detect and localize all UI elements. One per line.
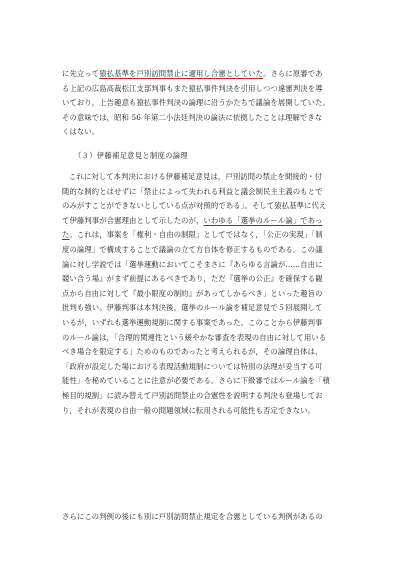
underlined-text: 猿払基準を戸別訪問禁止に適用し合憲としていた bbox=[99, 69, 264, 78]
section-heading: （３）伊藤補足意見と制度の論理 bbox=[74, 151, 188, 160]
paragraph-2-line-17: り，それが表現の自由一般の問題領域に転用される可能性も否定できない。 bbox=[62, 405, 316, 415]
paragraph-2-line-15: 能性」を秘めていることに注意が必要である。さらに下級審ではルール論を「積 bbox=[62, 376, 330, 386]
paragraph-2-line-11: いるが，いずれも選挙運動規制に関する事案であった。このことから伊藤判事 bbox=[62, 317, 323, 327]
paragraph-2-line-8: 競い合う場』がまず前提にあるべきであり，ただ『選挙の公正』を確保する観 bbox=[62, 274, 323, 284]
paragraph-2-line-13: べき場合を限定する」ためのものであったと考えられるが，その論理自体は， bbox=[62, 347, 323, 357]
text-span: て伊藤判事が合憲理由として示したのが， bbox=[62, 215, 204, 225]
paragraph-2-line-2: 随的な制約とはせずに「禁止によって失われる利益と議会制民主主義のもとで bbox=[62, 186, 323, 196]
text-span: 。さらに原審であ bbox=[263, 69, 323, 78]
paragraph-2-line-14: 「政府が設定した場における表現活動規制については特別の法理が妥当する可 bbox=[62, 361, 323, 371]
paragraph-1-line-5: くはない。 bbox=[62, 127, 100, 137]
paragraph-1-line-3: いており，上告趣意も猿払事件判決の論理に沿うかたちで議論を展開していた。 bbox=[62, 98, 331, 108]
paragraph-3 bbox=[62, 510, 362, 525]
underlined-text: た bbox=[62, 230, 70, 240]
paragraph-2 bbox=[62, 170, 362, 418]
paragraph-2-line-12: のルール論は，「合理的関連性という緩やかな審査を表現の自由に対して用いる bbox=[62, 332, 327, 342]
paragraph-3-line-1: さらにこの判例の後にも別に戸別訪問禁止規定を合憲としている判例があるの bbox=[62, 512, 323, 521]
paragraph-1 bbox=[62, 67, 362, 140]
text-span: 。これは，事案を「権利・自由の制限」としてではなく，「公正の実現」「制 bbox=[69, 230, 323, 240]
paragraph-1-line-4: その意味では，昭和 56 年第二小法廷判決の論法に依拠したことは理解できな bbox=[62, 112, 323, 122]
paragraph-2-line-6: 度の論理」で構成することで議論の立て方自体を修正するものである。この議 bbox=[62, 244, 323, 254]
paragraph-2-line-4 bbox=[62, 214, 362, 229]
paragraph-2-line-7: 論に対し学説では「選挙運動においてこそまさに『あらゆる言論が……自由に bbox=[62, 259, 323, 269]
paragraph-2-line-5 bbox=[62, 228, 362, 243]
paragraph-2-line-1: これに対して本判決における伊藤補足意見は，戸別訪問の禁止を間接的・付 bbox=[69, 172, 323, 181]
paragraph-2-line-9: 点から自由に対して『最小限度の制約』があってしかるべき」といった趣旨の bbox=[62, 288, 323, 298]
underlined-text: いわゆる「選挙のルール論」であっ bbox=[203, 215, 323, 225]
paragraph-1-line-1 bbox=[62, 67, 362, 82]
paragraph-1-line-2: る上記の広島高裁松江支部判事もまた猿払事件判決を引用しつつ違憲判決を導 bbox=[62, 83, 323, 93]
text-span: に先立って bbox=[62, 69, 100, 78]
paragraph-2-line-16: 極目的規制」に読み替えて戸別訪問禁止の合憲性を説明する判決も登場してお bbox=[62, 390, 323, 400]
paragraph-2-line-10: 批判も強い。伊藤判事は本判決後，選挙のルール論を補足意見で５回展開して bbox=[62, 303, 323, 313]
paragraph-2-line-3: のみがすことができないとしている点が対照的である」。そして猿払基準に代え bbox=[62, 201, 327, 211]
